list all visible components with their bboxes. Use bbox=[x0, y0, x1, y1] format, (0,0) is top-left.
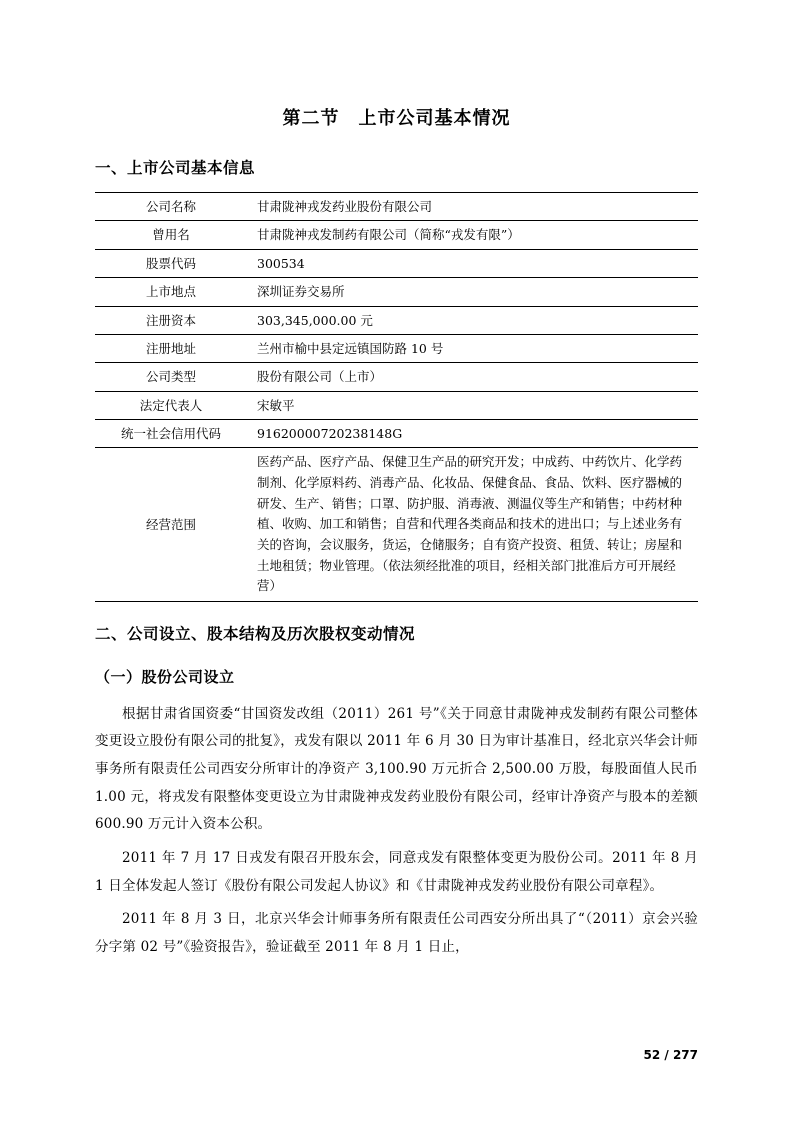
row-value: 甘肃陇神戎发制药有限公司（简称“戎发有限”） bbox=[247, 221, 698, 249]
heading-basic-info: 一、上市公司基本信息 bbox=[95, 159, 256, 177]
table-row bbox=[95, 193, 698, 221]
page-title: 第二节 上市公司基本情况 bbox=[282, 108, 511, 129]
row-label: 股票代码 bbox=[95, 249, 247, 277]
body-paragraph: 根据甘肃省国资委“甘国资发改组（2011）261 号”《关于同意甘肃陇神戎发制药有限公司整体变更设立股份有限公司的批复》，戎发有限以 2011 年 6 月 30 日为审计基准日，经北京兴华会计师事务所有限责任公司西安分所审计的净资产 3,100.90 万元折合 2,500.00 万股，每股面值人民币 1.00 元，将戎发有限整体变更设立为甘肃陇神戎发药业股份有限公司，经审计净资产与股本的差额 600.90 万元计入资本公积。 bbox=[95, 705, 698, 833]
row-label: 注册资本 bbox=[95, 306, 247, 334]
table-row bbox=[95, 448, 698, 601]
row-label: 公司名称 bbox=[95, 193, 247, 221]
row-label: 注册地址 bbox=[95, 334, 247, 362]
heading-establishment: 二、公司设立、股本结构及历次股权变动情况 bbox=[95, 624, 416, 643]
row-label: 上市地点 bbox=[95, 278, 247, 306]
table-row bbox=[95, 221, 698, 249]
table-row bbox=[95, 363, 698, 391]
row-label: 曾用名 bbox=[95, 221, 247, 249]
row-value: 宋敏平 bbox=[247, 391, 698, 419]
table-row bbox=[95, 278, 698, 306]
row-label: 公司类型 bbox=[95, 363, 247, 391]
row-value: 300534 bbox=[247, 249, 698, 277]
heading-joint-stock-company: （一）股份公司设立 bbox=[95, 667, 235, 686]
row-label: 统一社会信用代码 bbox=[95, 420, 247, 448]
row-label: 经营范围 bbox=[95, 448, 247, 601]
row-value: 深圳证券交易所 bbox=[247, 278, 698, 306]
table-row bbox=[95, 249, 698, 277]
table-row bbox=[95, 391, 698, 419]
body-paragraph: 2011 年 7 月 17 日戎发有限召开股东会，同意戎发有限整体变更为股份公司。2011 年 8 月 1 日全体发起人签订《股份有限公司发起人协议》和《甘肃陇神戎发药业股份有限公司章程》。 bbox=[95, 850, 698, 894]
row-value: 甘肃陇神戎发药业股份有限公司 bbox=[247, 193, 698, 221]
company-info-table bbox=[95, 192, 698, 602]
table-row bbox=[95, 306, 698, 334]
table-row bbox=[95, 420, 698, 448]
row-value: 医药产品、医疗产品、保健卫生产品的研究开发；中成药、中药饮片、化学药制剂、化学原料药、消毒产品、化妆品、保健食品、食品、饮料、医疗器械的研发、生产、销售；口罩、防护服、消毒液、测温仪等生产和销售；中药材种植、收购、加工和销售；自营和代理各类商品和技术的进出口；与上述业务有关的咨询，会议服务，货运，仓储服务；自有资产投资、租赁、转让；房屋和土地租赁；物业管理。（依法须经批准的项目，经相关部门批准后方可开展经营） bbox=[247, 448, 698, 601]
row-value: 股份有限公司（上市） bbox=[247, 363, 698, 391]
table-row bbox=[95, 334, 698, 362]
row-value: 303,345,000.00 元 bbox=[247, 306, 698, 334]
body-paragraph: 2011 年 8 月 3 日，北京兴华会计师事务所有限责任公司西安分所出具了“（2011）京会兴验分字第 02 号”《验资报告》，验证截至 2011 年 8 月 1 日止， bbox=[95, 911, 698, 956]
page-number: 52 / 277 bbox=[643, 1048, 698, 1062]
row-value: 兰州市榆中县定远镇国防路 10 号 bbox=[247, 334, 698, 362]
row-value: 91620000720238148G bbox=[247, 420, 698, 448]
row-label: 法定代表人 bbox=[95, 391, 247, 419]
